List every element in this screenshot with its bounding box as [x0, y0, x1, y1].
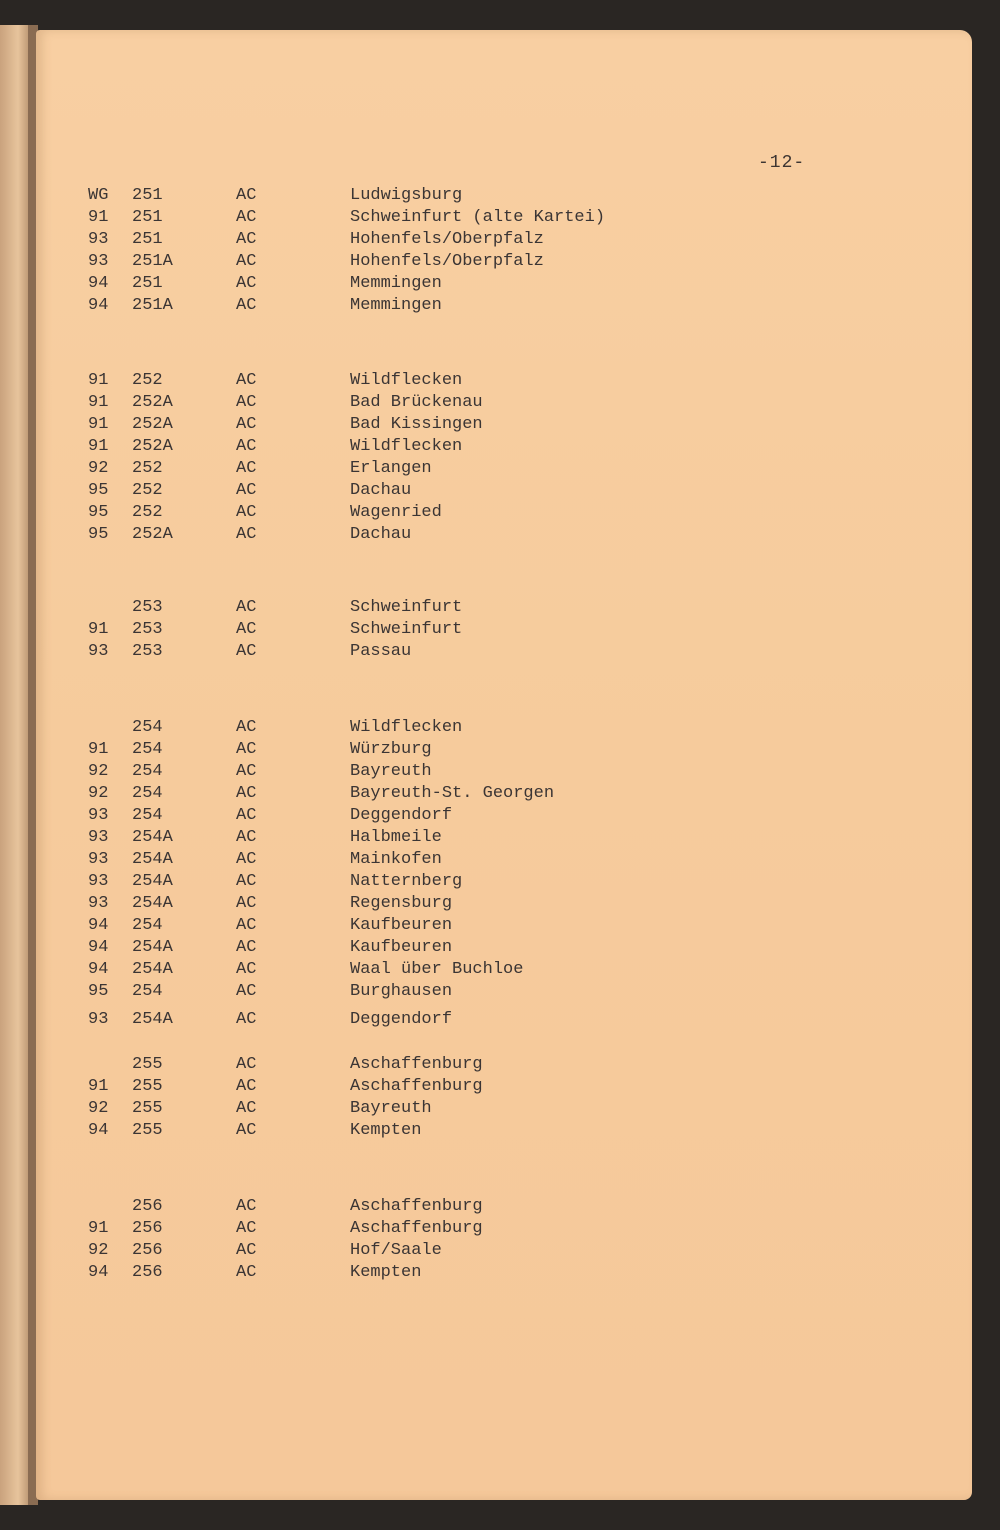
entry-number: 251A [132, 296, 173, 315]
entry-number: 255 [132, 1077, 163, 1096]
entry-place: Aschaffenburg [350, 1077, 483, 1096]
entry-series: 91 [88, 437, 109, 456]
entry-place: Deggendorf [350, 1010, 453, 1029]
entry-number: 254 [132, 740, 163, 759]
entry-series: 92 [88, 762, 109, 781]
entry-code: AC [236, 718, 257, 737]
entry-number: 252 [132, 371, 163, 390]
entry-series: 91 [88, 208, 109, 227]
entry-number: 254A [132, 828, 173, 847]
entry-place: Aschaffenburg [350, 1219, 483, 1238]
entry-number: 252 [132, 459, 163, 478]
entry-number: 252A [132, 393, 173, 412]
entry-place: Halbmeile [350, 828, 442, 847]
entry-place: Wagenried [350, 503, 442, 522]
entry-code: AC [236, 415, 257, 434]
entry-code: AC [236, 1121, 257, 1140]
entry-series: 94 [88, 916, 109, 935]
entry-place: Memmingen [350, 274, 442, 293]
entry-place: Waal über Buchloe [350, 960, 524, 979]
entry-series: 91 [88, 1077, 109, 1096]
entry-number: 255 [132, 1121, 163, 1140]
entry-series: 95 [88, 481, 109, 500]
entry-place: Bad Brückenau [350, 393, 483, 412]
entry-number: 255 [132, 1099, 163, 1118]
entry-number: 253 [132, 642, 163, 661]
entry-code: AC [236, 252, 257, 271]
entry-number: 254 [132, 916, 163, 935]
entry-number: 254 [132, 806, 163, 825]
entry-number: 253 [132, 598, 163, 617]
entry-series: 94 [88, 1263, 109, 1282]
entry-series: 94 [88, 296, 109, 315]
entry-series: 93 [88, 850, 109, 869]
entry-number: 254 [132, 762, 163, 781]
entry-number: 251 [132, 186, 163, 205]
entry-number: 254 [132, 982, 163, 1001]
entry-code: AC [236, 762, 257, 781]
entry-number: 256 [132, 1241, 163, 1260]
entry-place: Mainkofen [350, 850, 442, 869]
entry-code: AC [236, 1077, 257, 1096]
entry-series: WG [88, 186, 109, 205]
entry-series: 93 [88, 872, 109, 891]
entry-series: 94 [88, 938, 109, 957]
entry-place: Schweinfurt [350, 620, 463, 639]
entry-series: 94 [88, 274, 109, 293]
entry-code: AC [236, 1197, 257, 1216]
entry-code: AC [236, 1263, 257, 1282]
entry-place: Bad Kissingen [350, 415, 483, 434]
entry-code: AC [236, 371, 257, 390]
entry-series: 91 [88, 393, 109, 412]
entry-place: Dachau [350, 481, 412, 500]
entry-series: 91 [88, 740, 109, 759]
entry-code: AC [236, 850, 257, 869]
entry-series: 93 [88, 806, 109, 825]
entry-place: Dachau [350, 525, 412, 544]
entry-number: 256 [132, 1263, 163, 1282]
entry-series: 91 [88, 620, 109, 639]
entry-code: AC [236, 828, 257, 847]
entry-place: Kaufbeuren [350, 916, 453, 935]
document-page [36, 30, 972, 1500]
entry-code: AC [236, 459, 257, 478]
entry-place: Deggendorf [350, 806, 453, 825]
entry-code: AC [236, 960, 257, 979]
entry-number: 254A [132, 1010, 173, 1029]
entry-place: Memmingen [350, 296, 442, 315]
entry-code: AC [236, 598, 257, 617]
entry-place: Aschaffenburg [350, 1197, 483, 1216]
entry-place: Aschaffenburg [350, 1055, 483, 1074]
entry-place: Kaufbeuren [350, 938, 453, 957]
entry-code: AC [236, 1219, 257, 1238]
entry-place: Wildflecken [350, 371, 463, 390]
entry-number: 256 [132, 1197, 163, 1216]
entry-number: 252 [132, 481, 163, 500]
entry-series: 94 [88, 960, 109, 979]
entry-series: 95 [88, 982, 109, 1001]
entry-series: 94 [88, 1121, 109, 1140]
entry-code: AC [236, 393, 257, 412]
entry-code: AC [236, 503, 257, 522]
entry-code: AC [236, 525, 257, 544]
entry-place: Schweinfurt [350, 598, 463, 617]
entry-number: 254A [132, 938, 173, 957]
entry-code: AC [236, 1099, 257, 1118]
entry-place: Kempten [350, 1121, 422, 1140]
entry-code: AC [236, 620, 257, 639]
entry-place: Passau [350, 642, 412, 661]
entry-code: AC [236, 894, 257, 913]
entry-place: Würzburg [350, 740, 432, 759]
entry-place: Burghausen [350, 982, 453, 1001]
entry-series: 93 [88, 828, 109, 847]
entry-number: 256 [132, 1219, 163, 1238]
entry-code: AC [236, 274, 257, 293]
entry-number: 255 [132, 1055, 163, 1074]
previous-page-edge [0, 25, 30, 1505]
entry-number: 251A [132, 252, 173, 271]
entry-code: AC [236, 784, 257, 803]
entry-code: AC [236, 208, 257, 227]
entry-place: Schweinfurt (alte Kartei) [350, 208, 606, 227]
entry-place: Wildflecken [350, 718, 463, 737]
entry-number: 254 [132, 718, 163, 737]
entry-place: Kempten [350, 1263, 422, 1282]
entry-code: AC [236, 938, 257, 957]
entry-code: AC [236, 437, 257, 456]
entry-code: AC [236, 1010, 257, 1029]
entry-code: AC [236, 186, 257, 205]
entry-place: Hohenfels/Oberpfalz [350, 252, 544, 271]
entry-number: 254 [132, 784, 163, 803]
entry-place: Hohenfels/Oberpfalz [350, 230, 544, 249]
entry-place: Wildflecken [350, 437, 463, 456]
entry-series: 91 [88, 415, 109, 434]
entry-number: 252A [132, 415, 173, 434]
entry-code: AC [236, 916, 257, 935]
entry-number: 251 [132, 230, 163, 249]
entry-number: 254A [132, 894, 173, 913]
entry-series: 95 [88, 503, 109, 522]
entry-place: Erlangen [350, 459, 432, 478]
entry-series: 93 [88, 252, 109, 271]
entry-series: 91 [88, 371, 109, 390]
entry-number: 252 [132, 503, 163, 522]
entry-number: 253 [132, 620, 163, 639]
entry-number: 254A [132, 850, 173, 869]
entry-series: 93 [88, 642, 109, 661]
entry-number: 251 [132, 208, 163, 227]
entry-series: 92 [88, 1099, 109, 1118]
entry-place: Ludwigsburg [350, 186, 463, 205]
entry-number: 254A [132, 872, 173, 891]
entry-series: 93 [88, 230, 109, 249]
entry-code: AC [236, 740, 257, 759]
entry-number: 252A [132, 437, 173, 456]
entry-code: AC [236, 642, 257, 661]
page-number: -12- [758, 153, 806, 173]
entry-place: Bayreuth [350, 762, 432, 781]
entry-series: 91 [88, 1219, 109, 1238]
entry-place: Natternberg [350, 872, 463, 891]
entry-series: 92 [88, 784, 109, 803]
entry-code: AC [236, 230, 257, 249]
entry-series: 95 [88, 525, 109, 544]
entry-code: AC [236, 806, 257, 825]
entry-series: 93 [88, 894, 109, 913]
entry-code: AC [236, 296, 257, 315]
entry-series: 92 [88, 459, 109, 478]
entry-place: Bayreuth-St. Georgen [350, 784, 555, 803]
entry-code: AC [236, 982, 257, 1001]
entry-code: AC [236, 1055, 257, 1074]
entry-code: AC [236, 1241, 257, 1260]
entry-place: Hof/Saale [350, 1241, 442, 1260]
entry-place: Bayreuth [350, 1099, 432, 1118]
entry-code: AC [236, 872, 257, 891]
entry-place: Regensburg [350, 894, 453, 913]
entry-series: 92 [88, 1241, 109, 1260]
entry-number: 251 [132, 274, 163, 293]
entry-number: 254A [132, 960, 173, 979]
entry-number: 252A [132, 525, 173, 544]
entry-code: AC [236, 481, 257, 500]
entry-series: 93 [88, 1010, 109, 1029]
